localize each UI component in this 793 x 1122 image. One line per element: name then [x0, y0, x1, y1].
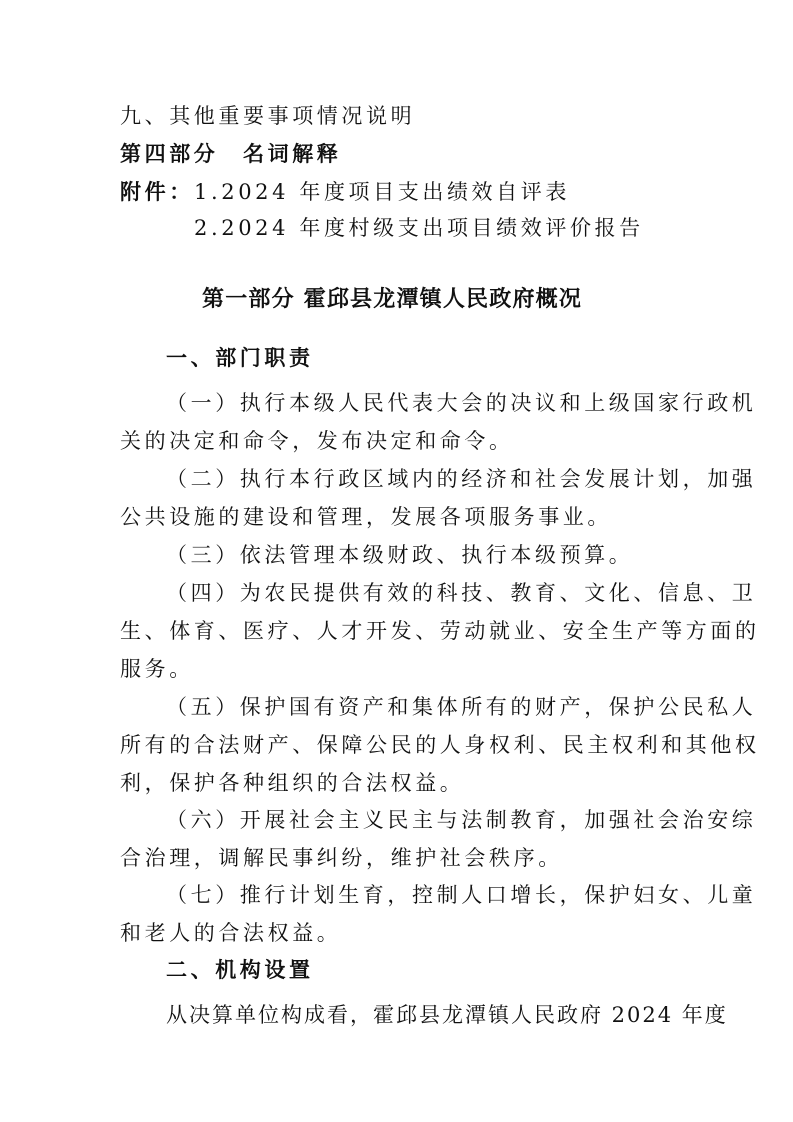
paragraph-line: （四）为农民提供有效的科技、教育、文化、信息、卫 [166, 581, 757, 605]
attachment-2: 2.2024 年度村级支出项目绩效评价报告 [194, 216, 644, 240]
paragraph-line: 利，保护各种组织的合法权益。 [120, 771, 465, 795]
toc-part-4: 第四部分 名词解释 [120, 142, 342, 166]
paragraph-line: 从决算单位构成看，霍邱县龙潭镇人民政府 2024 年度 [166, 1003, 728, 1027]
paragraph-line: （三）依法管理本级财政、执行本级预算。 [166, 543, 634, 567]
paragraph-line: 公共设施的建设和管理，发展各项服务事业。 [120, 505, 612, 529]
paragraph-line: （二）执行本行政区域内的经济和社会发展计划，加强 [166, 467, 757, 491]
paragraph-line: 所有的合法财产、保障公民的人身权利、民主权利和其他权 [120, 733, 760, 757]
paragraph-line: （一）执行本级人民代表大会的决议和上级国家行政机 [166, 391, 757, 415]
toc-item-9: 九、其他重要事项情况说明 [120, 104, 416, 128]
section-2-heading: 二、机构设置 [166, 958, 314, 982]
paragraph-line: 生、体育、医疗、人才开发、劳动就业、安全生产等方面的 [120, 619, 760, 643]
paragraph-line: （六）开展社会主义民主与法制教育，加强社会治安综 [166, 808, 757, 832]
paragraph-line: 合治理，调解民事纠纷，维护社会秩序。 [120, 846, 563, 870]
section-1-heading: 一、部门职责 [166, 346, 314, 370]
paragraph-line: （五）保护国有资产和集体所有的财产，保护公民私人 [166, 695, 757, 719]
paragraph-line: 关的决定和命令，发布决定和命令。 [120, 429, 514, 453]
paragraph-line: （七）推行计划生育，控制人口增长，保护妇女、儿童 [166, 883, 757, 907]
attachment-1: 1.2024 年度项目支出绩效自评表 [194, 180, 570, 204]
paragraph-line: 服务。 [120, 657, 194, 681]
attachments-label: 附件： [120, 180, 194, 204]
part-1-title: 第一部分 霍邱县龙潭镇人民政府概况 [202, 287, 583, 312]
paragraph-line: 和老人的合法权益。 [120, 921, 342, 945]
